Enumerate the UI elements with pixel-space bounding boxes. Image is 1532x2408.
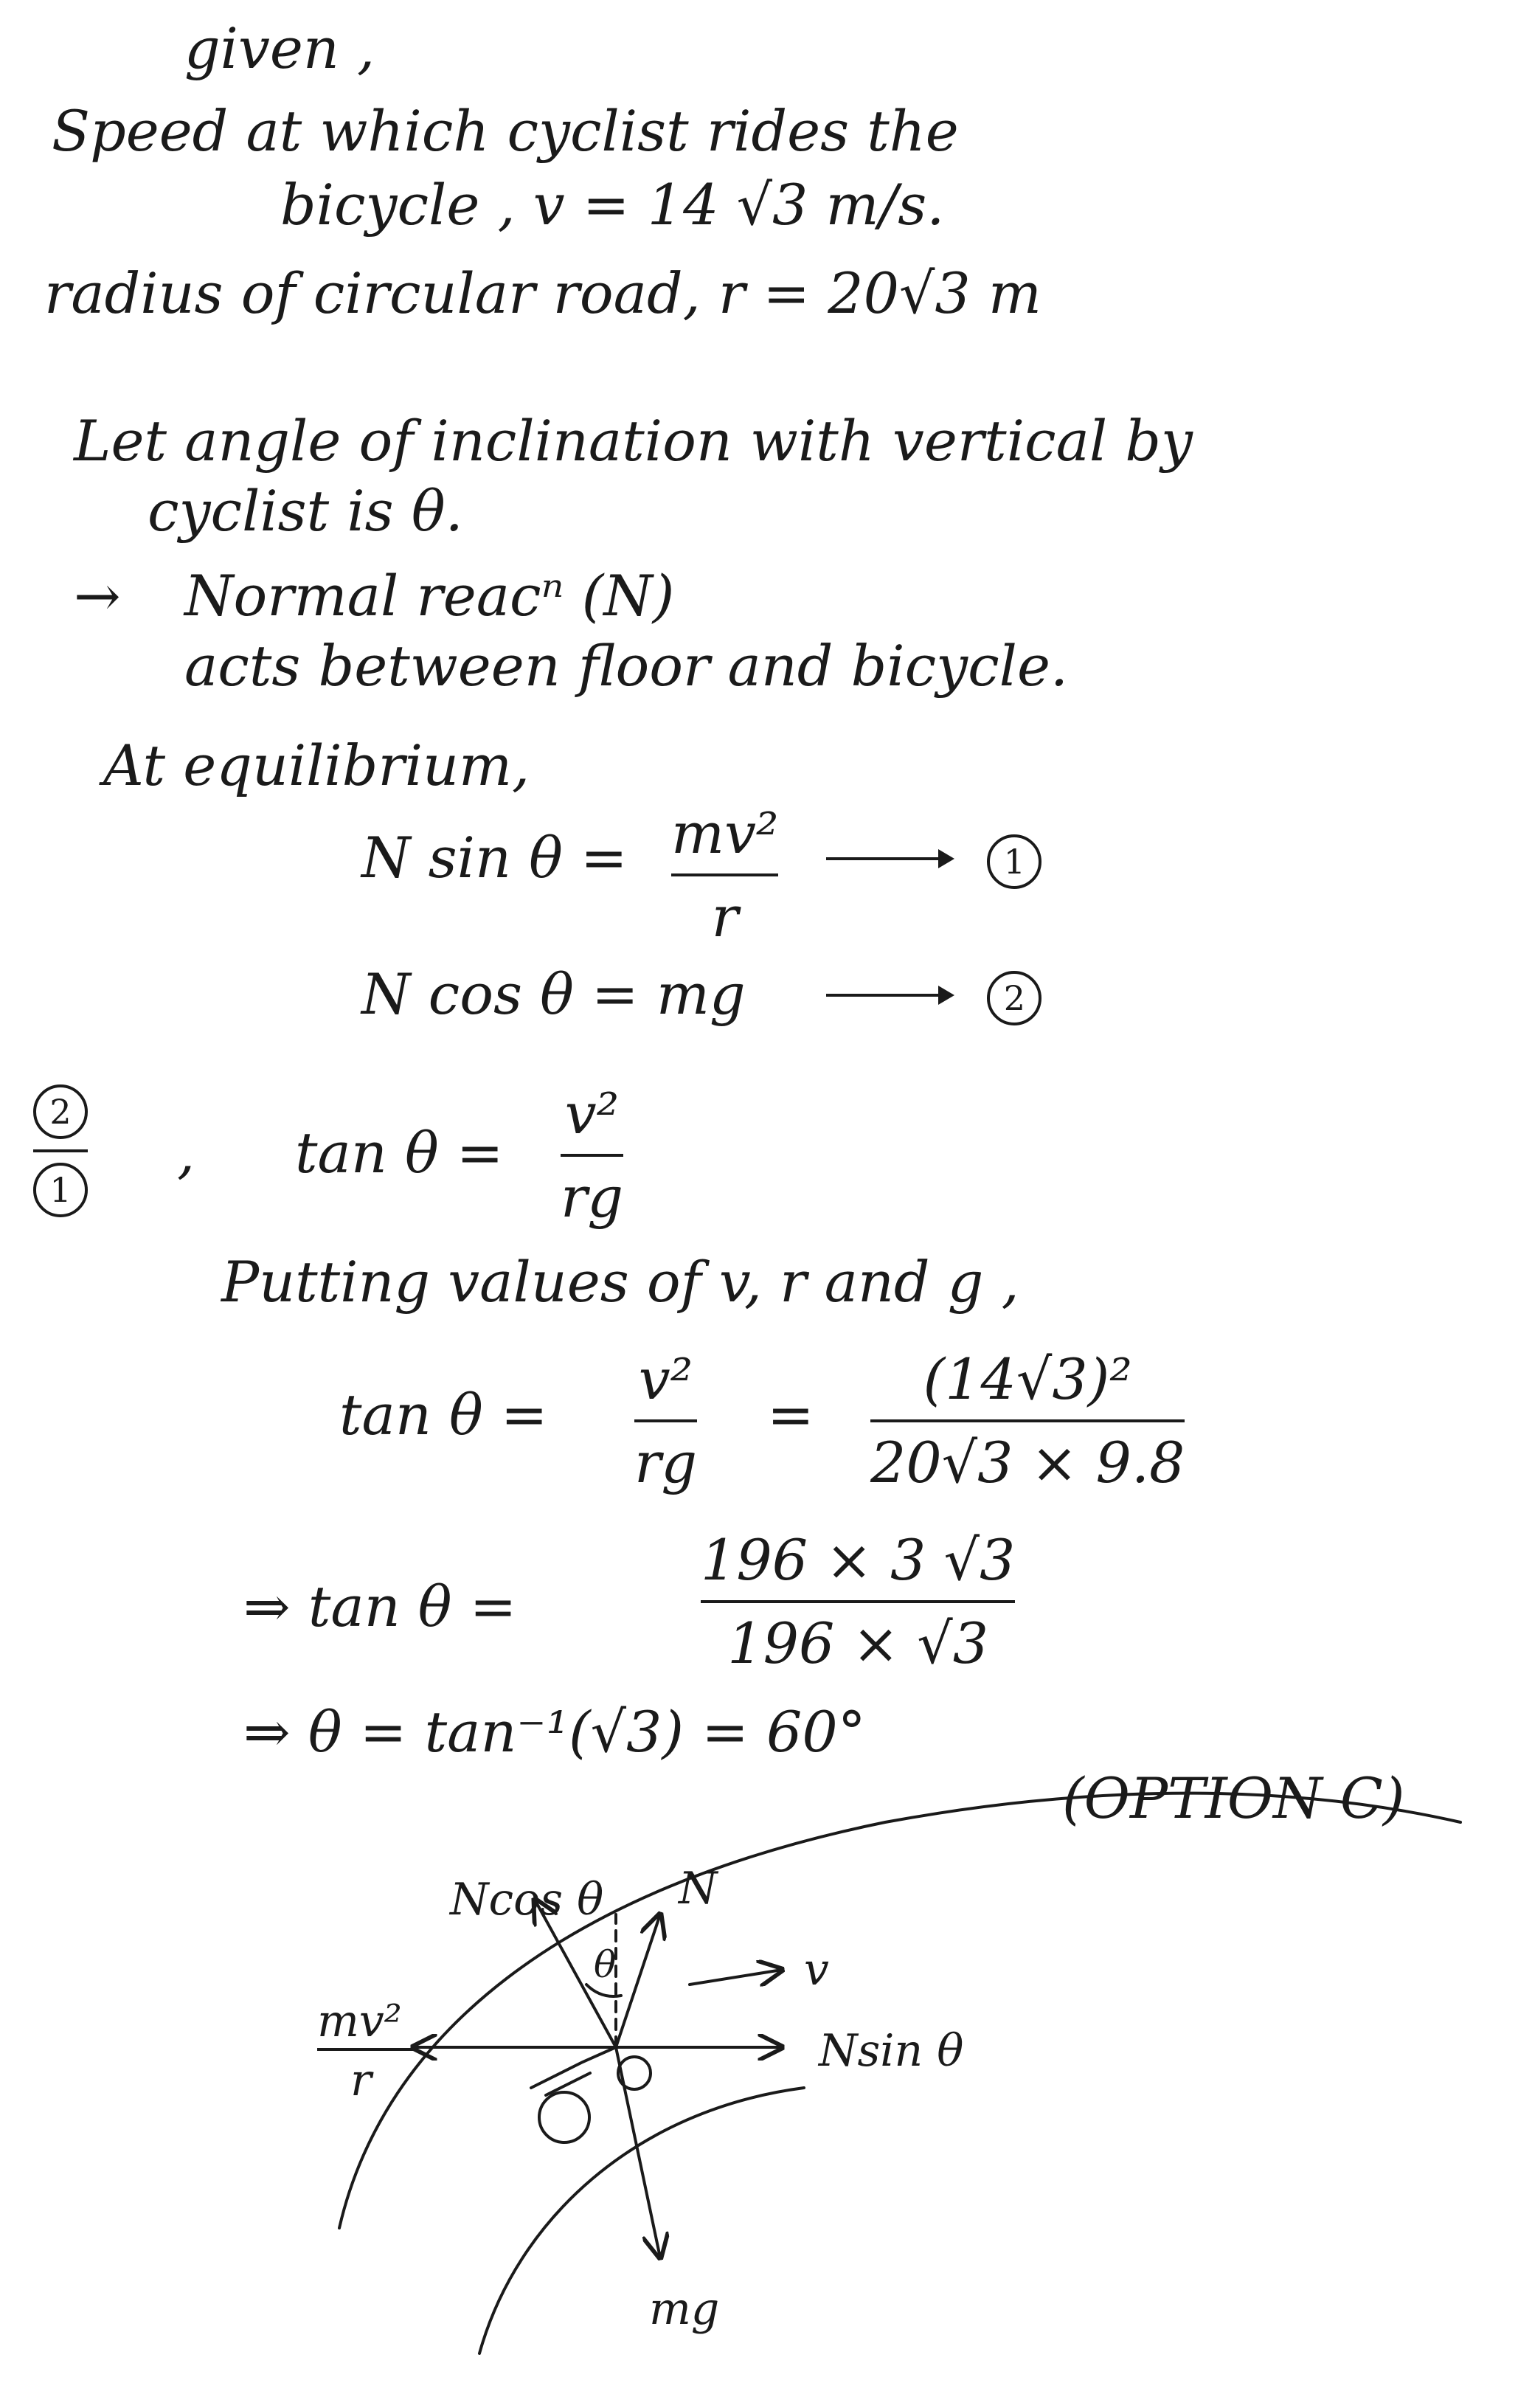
angle-line-2: cyclist is θ. (148, 478, 463, 544)
eq2-text: N cos θ = mg (361, 961, 746, 1027)
eq1-denominator: r (711, 884, 738, 949)
tan-denominator: rg (561, 1164, 623, 1230)
normal-line-2: acts between floor and bicycle. (184, 633, 1069, 699)
tan-numerator: v² (564, 1081, 620, 1146)
r-label: r (350, 2055, 372, 2106)
calc-den-1: rg (634, 1430, 697, 1495)
calc-num-2: (14√3)² (923, 1346, 1132, 1412)
calc-lhs: tan θ = (339, 1382, 548, 1447)
ratio-bottom-tag: 1 (33, 1163, 88, 1217)
equilibrium-line: At equilibrium, (103, 733, 530, 798)
eq2-tag: 2 (987, 971, 1041, 1025)
n-label: N (679, 1863, 718, 1914)
eq1-tag: 1 (987, 834, 1041, 889)
road-outer-arc (339, 1793, 1460, 2228)
speed-line-2: bicycle , v = 14 √3 m/s. (280, 172, 945, 238)
step2-lhs: ⇒ tan θ = (243, 1574, 517, 1639)
ratio-comma: , (177, 1120, 195, 1186)
step2-numerator: 196 × 3 √3 (701, 1527, 1016, 1593)
road-inner-arc (479, 2088, 804, 2353)
normal-line-1: Normal reacⁿ (N) (184, 563, 675, 629)
bullet-arrow: → (74, 563, 121, 629)
angle-line-1: Let angle of inclination with vertical by (74, 408, 1193, 474)
speed-line-1: Speed at which cyclist rides the (52, 98, 959, 164)
v-label: v (804, 1944, 829, 1996)
eq1-numerator: mv² (671, 800, 779, 866)
theta-label: θ (594, 1943, 617, 1986)
calc-num-1: v² (638, 1346, 693, 1412)
mv2-label: mv² (317, 1996, 402, 2047)
velocity-vector (690, 1970, 782, 1985)
nsin-label: Nsin θ (819, 2025, 964, 2077)
eq1-lhs: N sin θ = (361, 825, 628, 890)
n-vector (616, 1914, 660, 2047)
answer-line: (OPTION C) (1062, 1765, 1405, 1831)
mg-vector (616, 2047, 660, 2258)
step3-line: ⇒ θ = tan⁻¹(√3) = 60° (243, 1699, 866, 1765)
calc-equals: = (767, 1382, 814, 1447)
mg-label: mg (649, 2283, 720, 2335)
tan-lhs: tan θ = (295, 1120, 504, 1186)
radius-line: radius of circular road, r = 20√3 m (44, 260, 1041, 326)
ncos-label: Ncos θ (450, 1874, 604, 1926)
bicycle-frame (531, 2047, 616, 2095)
bicycle-wheel-front (618, 2057, 651, 2089)
ratio-top-tag: 2 (33, 1084, 88, 1139)
given-heading: given , (184, 15, 375, 81)
putting-line: Putting values of v, r and g , (221, 1249, 1019, 1315)
step2-denominator: 196 × √3 (727, 1610, 989, 1676)
bicycle-wheel-back (539, 2092, 589, 2142)
calc-den-2: 20√3 × 9.8 (870, 1430, 1185, 1495)
